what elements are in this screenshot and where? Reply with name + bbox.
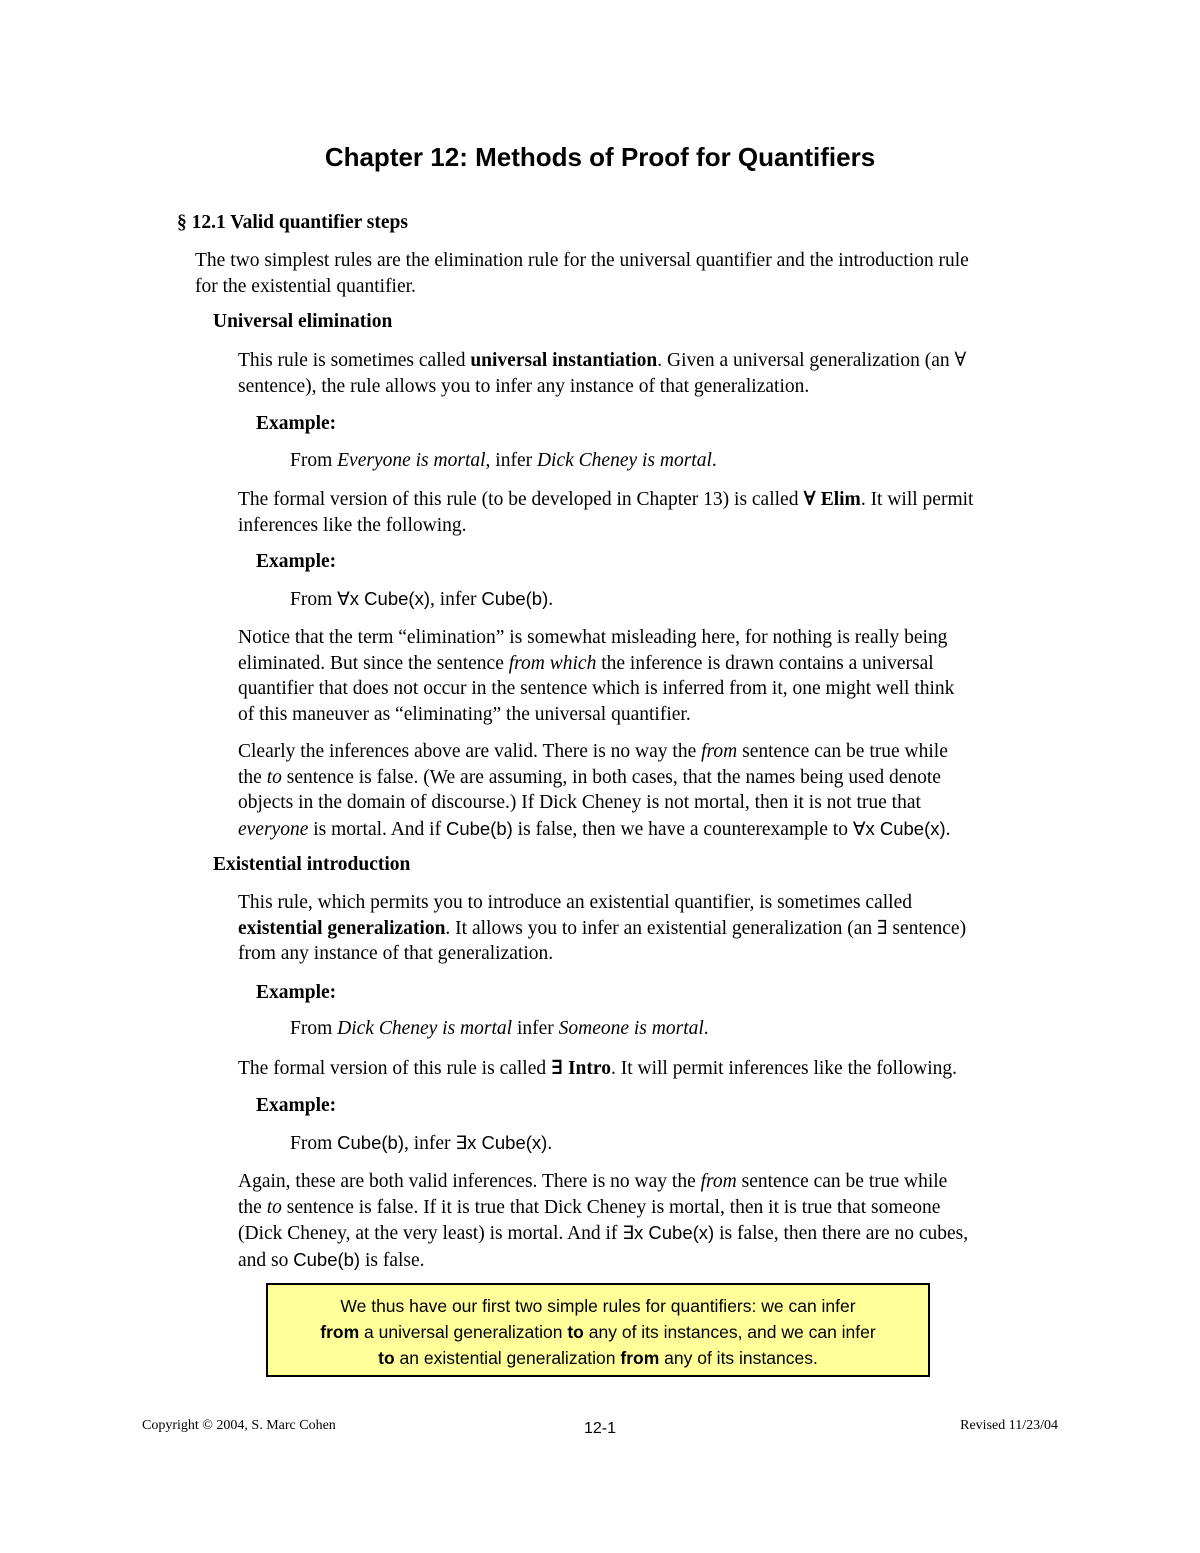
ue-paragraph-4	[238, 739, 951, 842]
footer-page-number: 12-1	[583, 1420, 617, 1437]
text-line: and so Cube(b) is false.	[238, 1248, 425, 1271]
example-label: Example:	[256, 982, 337, 1003]
text-line: Again, these are both valid inferences. There is no way the from sentence can be true while	[238, 1171, 948, 1192]
text-line: everyone is mortal. And if Cube(b) is false, then we have a counterexample to ∀x Cube(x).	[238, 817, 951, 840]
intro-line: The two simplest rules are the elimination rule for the universal quantifier and the introduction rule	[195, 250, 969, 271]
ue-paragraph-2	[238, 487, 973, 538]
ue-paragraph-3	[238, 625, 954, 727]
text-line: existential generalization. It allows you to infer an existential generalization (an ∃ sentence)	[238, 917, 967, 939]
intro-paragraph	[195, 248, 969, 299]
text-line: Clearly the inferences above are valid. There is no way the from sentence can be true while	[238, 741, 948, 762]
example-label: Example:	[256, 413, 337, 434]
page-title: Chapter 12: Methods of Proof for Quantifiers	[324, 142, 876, 172]
text-line: inferences like the following.	[238, 514, 467, 536]
example-line: From Cube(b), infer ∃x Cube(x).	[290, 1132, 553, 1154]
intro-line: for the existential quantifier.	[195, 275, 416, 297]
summary-callout-box	[266, 1283, 930, 1377]
text-line: The formal version of this rule (to be developed in Chapter 13) is called ∀ Elim. It will permit	[238, 489, 974, 510]
section-heading: § 12.1 Valid quantifier steps	[177, 212, 408, 233]
ei-paragraph-1	[238, 890, 966, 967]
text-line: the to sentence is false. (We are assuming, in both cases, that the names being used denote	[238, 766, 941, 788]
example-line: From Everyone is mortal, infer Dick Cheney is mortal.	[290, 450, 717, 471]
text-line: (Dick Cheney, at the very least) is mortal. And if ∃x Cube(x) is false, then there are no cubes,	[238, 1222, 969, 1244]
text-line: from any instance of that generalization.	[238, 943, 554, 964]
subheading-universal-elimination: Universal elimination	[213, 311, 393, 332]
ei-paragraph-3	[238, 1169, 968, 1273]
text-line: eliminated. But since the sentence from which the inference is drawn contains a universal	[238, 652, 934, 674]
callout-line: to an existential generalization from any of its instances.	[378, 1348, 818, 1368]
example-line: From Dick Cheney is mortal infer Someone is mortal.	[290, 1018, 709, 1039]
example-label: Example:	[256, 551, 337, 572]
callout-line: We thus have our first two simple rules for quantifiers: we can infer	[340, 1296, 856, 1316]
ei-paragraph-2: The formal version of this rule is called ∃ Intro. It will permit inferences like the following.	[238, 1058, 957, 1079]
ue-paragraph-1	[238, 348, 966, 399]
text-line: Notice that the term “elimination” is somewhat misleading here, for nothing is really being	[238, 627, 948, 648]
text-line: This rule is sometimes called universal instantiation. Given a universal generalization (an ∀	[238, 350, 967, 371]
text-line: the to sentence is false. If it is true that Dick Cheney is mortal, then it is true that someone	[238, 1196, 941, 1218]
subheading-existential-introduction: Existential introduction	[213, 854, 411, 875]
footer-revised-date: Revised 11/23/04	[960, 1418, 1058, 1433]
footer-copyright: Copyright © 2004, S. Marc Cohen	[142, 1418, 336, 1433]
example-line: From ∀x Cube(x), infer Cube(b).	[290, 588, 554, 610]
example-label: Example:	[256, 1095, 337, 1116]
text-line: objects in the domain of discourse.) If Dick Cheney is not mortal, then it is not true that	[238, 792, 921, 813]
callout-line: from a universal generalization to any of its instances, and we can infer	[320, 1322, 876, 1342]
text-line: quantifier that does not occur in the sentence which is inferred from it, one might well think	[238, 678, 955, 699]
text-line: of this maneuver as “eliminating” the universal quantifier.	[238, 703, 691, 725]
text-line: sentence), the rule allows you to infer any instance of that generalization.	[238, 375, 810, 397]
text-line: This rule, which permits you to introduce an existential quantifier, is sometimes called	[238, 892, 912, 913]
